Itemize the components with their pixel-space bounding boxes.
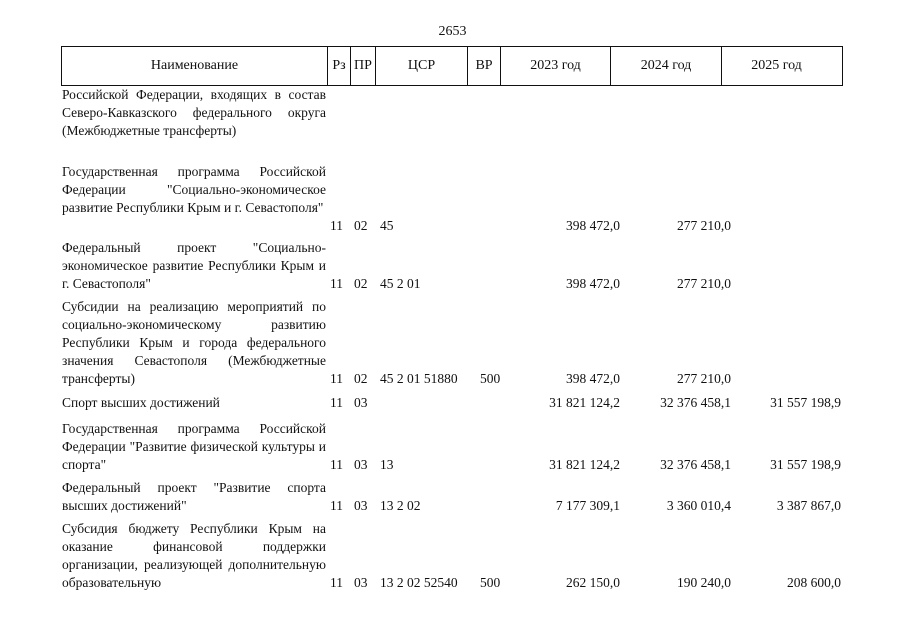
row-2023: 7 177 309,1: [555, 498, 620, 513]
row-name: Субсидия бюджету Республики Крым на оказание финансовой поддержки организации, реализующей дополнительную образовательную: [62, 521, 326, 590]
header-2023: 2023 год: [501, 47, 611, 85]
row-csr: 13: [380, 457, 394, 472]
row-2025: 31 557 198,9: [770, 395, 841, 410]
row-name: Субсидии на реализацию мероприятий по социально-экономическому развитию Республики Крым и города федерального значения Севастополя (Межбюджетные трансферты): [62, 299, 326, 386]
row-rz: 11: [330, 575, 343, 590]
header-csr: ЦСР: [376, 47, 468, 85]
row-2024: 277 210,0: [677, 276, 731, 291]
row-rz: 11: [330, 276, 343, 291]
row-rz: 11: [330, 218, 343, 233]
row-rz: 11: [330, 457, 343, 472]
row-csr: 13 2 02 52540: [380, 575, 458, 590]
row-2025: 31 557 198,9: [770, 457, 841, 472]
header-rz: Рз: [328, 47, 351, 85]
row-vr: 500: [480, 575, 501, 590]
row-csr: 45 2 01: [380, 276, 421, 291]
row-2023: 398 472,0: [566, 276, 620, 291]
row-2024: 190 240,0: [677, 575, 731, 590]
page-number: 2653: [438, 24, 467, 39]
row-name: Федеральный проект "Развитие спорта высших достижений": [62, 480, 326, 513]
row-vr: 500: [480, 371, 501, 386]
row-pr: 03: [354, 575, 368, 590]
row-name: Спорт высших достижений: [62, 395, 220, 410]
row-pr: 03: [354, 395, 368, 410]
row-2025: 208 600,0: [787, 575, 841, 590]
row-rz: 11: [330, 395, 343, 410]
row-2024: 32 376 458,1: [660, 457, 731, 472]
row-2023: 31 821 124,2: [549, 395, 620, 410]
header-vr: ВР: [468, 47, 501, 85]
row-name: Федеральный проект "Социально-экономическое развитие Республики Крым и г. Севастополя": [62, 240, 326, 291]
row-name: Российской Федерации, входящих в состав Северо-Кавказского федерального округа (Межбюджетные трансферты): [62, 87, 326, 138]
row-2023: 398 472,0: [566, 218, 620, 233]
row-pr: 02: [354, 276, 368, 291]
header-2025: 2025 год: [751, 58, 802, 73]
row-2024: 277 210,0: [677, 371, 731, 386]
row-rz: 11: [330, 498, 343, 513]
row-2024: 32 376 458,1: [660, 395, 731, 410]
table-header: [61, 46, 843, 86]
row-csr: 13 2 02: [380, 498, 421, 513]
row-2025: 3 387 867,0: [776, 498, 841, 513]
row-2023: 31 821 124,2: [549, 457, 620, 472]
row-pr: 02: [354, 371, 368, 386]
row-pr: 02: [354, 218, 368, 233]
row-2024: 277 210,0: [677, 218, 731, 233]
row-name: Государственная программа Российской Федерации "Развитие физической культуры и спорта": [62, 421, 326, 472]
row-pr: 03: [354, 457, 368, 472]
row-csr: 45: [380, 218, 394, 233]
row-name: Государственная программа Российской Федерации "Социально-экономическое развитие Республики Крым и г. Севастополя": [62, 164, 326, 215]
row-rz: 11: [330, 371, 343, 386]
row-2023: 398 472,0: [566, 371, 620, 386]
header-2024: 2024 год: [611, 47, 722, 85]
row-csr: 45 2 01 51880: [380, 371, 458, 386]
header-pr: ПР: [351, 47, 376, 85]
header-name: Наименование: [62, 47, 328, 85]
row-pr: 03: [354, 498, 368, 513]
row-2024: 3 360 010,4: [666, 498, 731, 513]
row-2023: 262 150,0: [566, 575, 620, 590]
